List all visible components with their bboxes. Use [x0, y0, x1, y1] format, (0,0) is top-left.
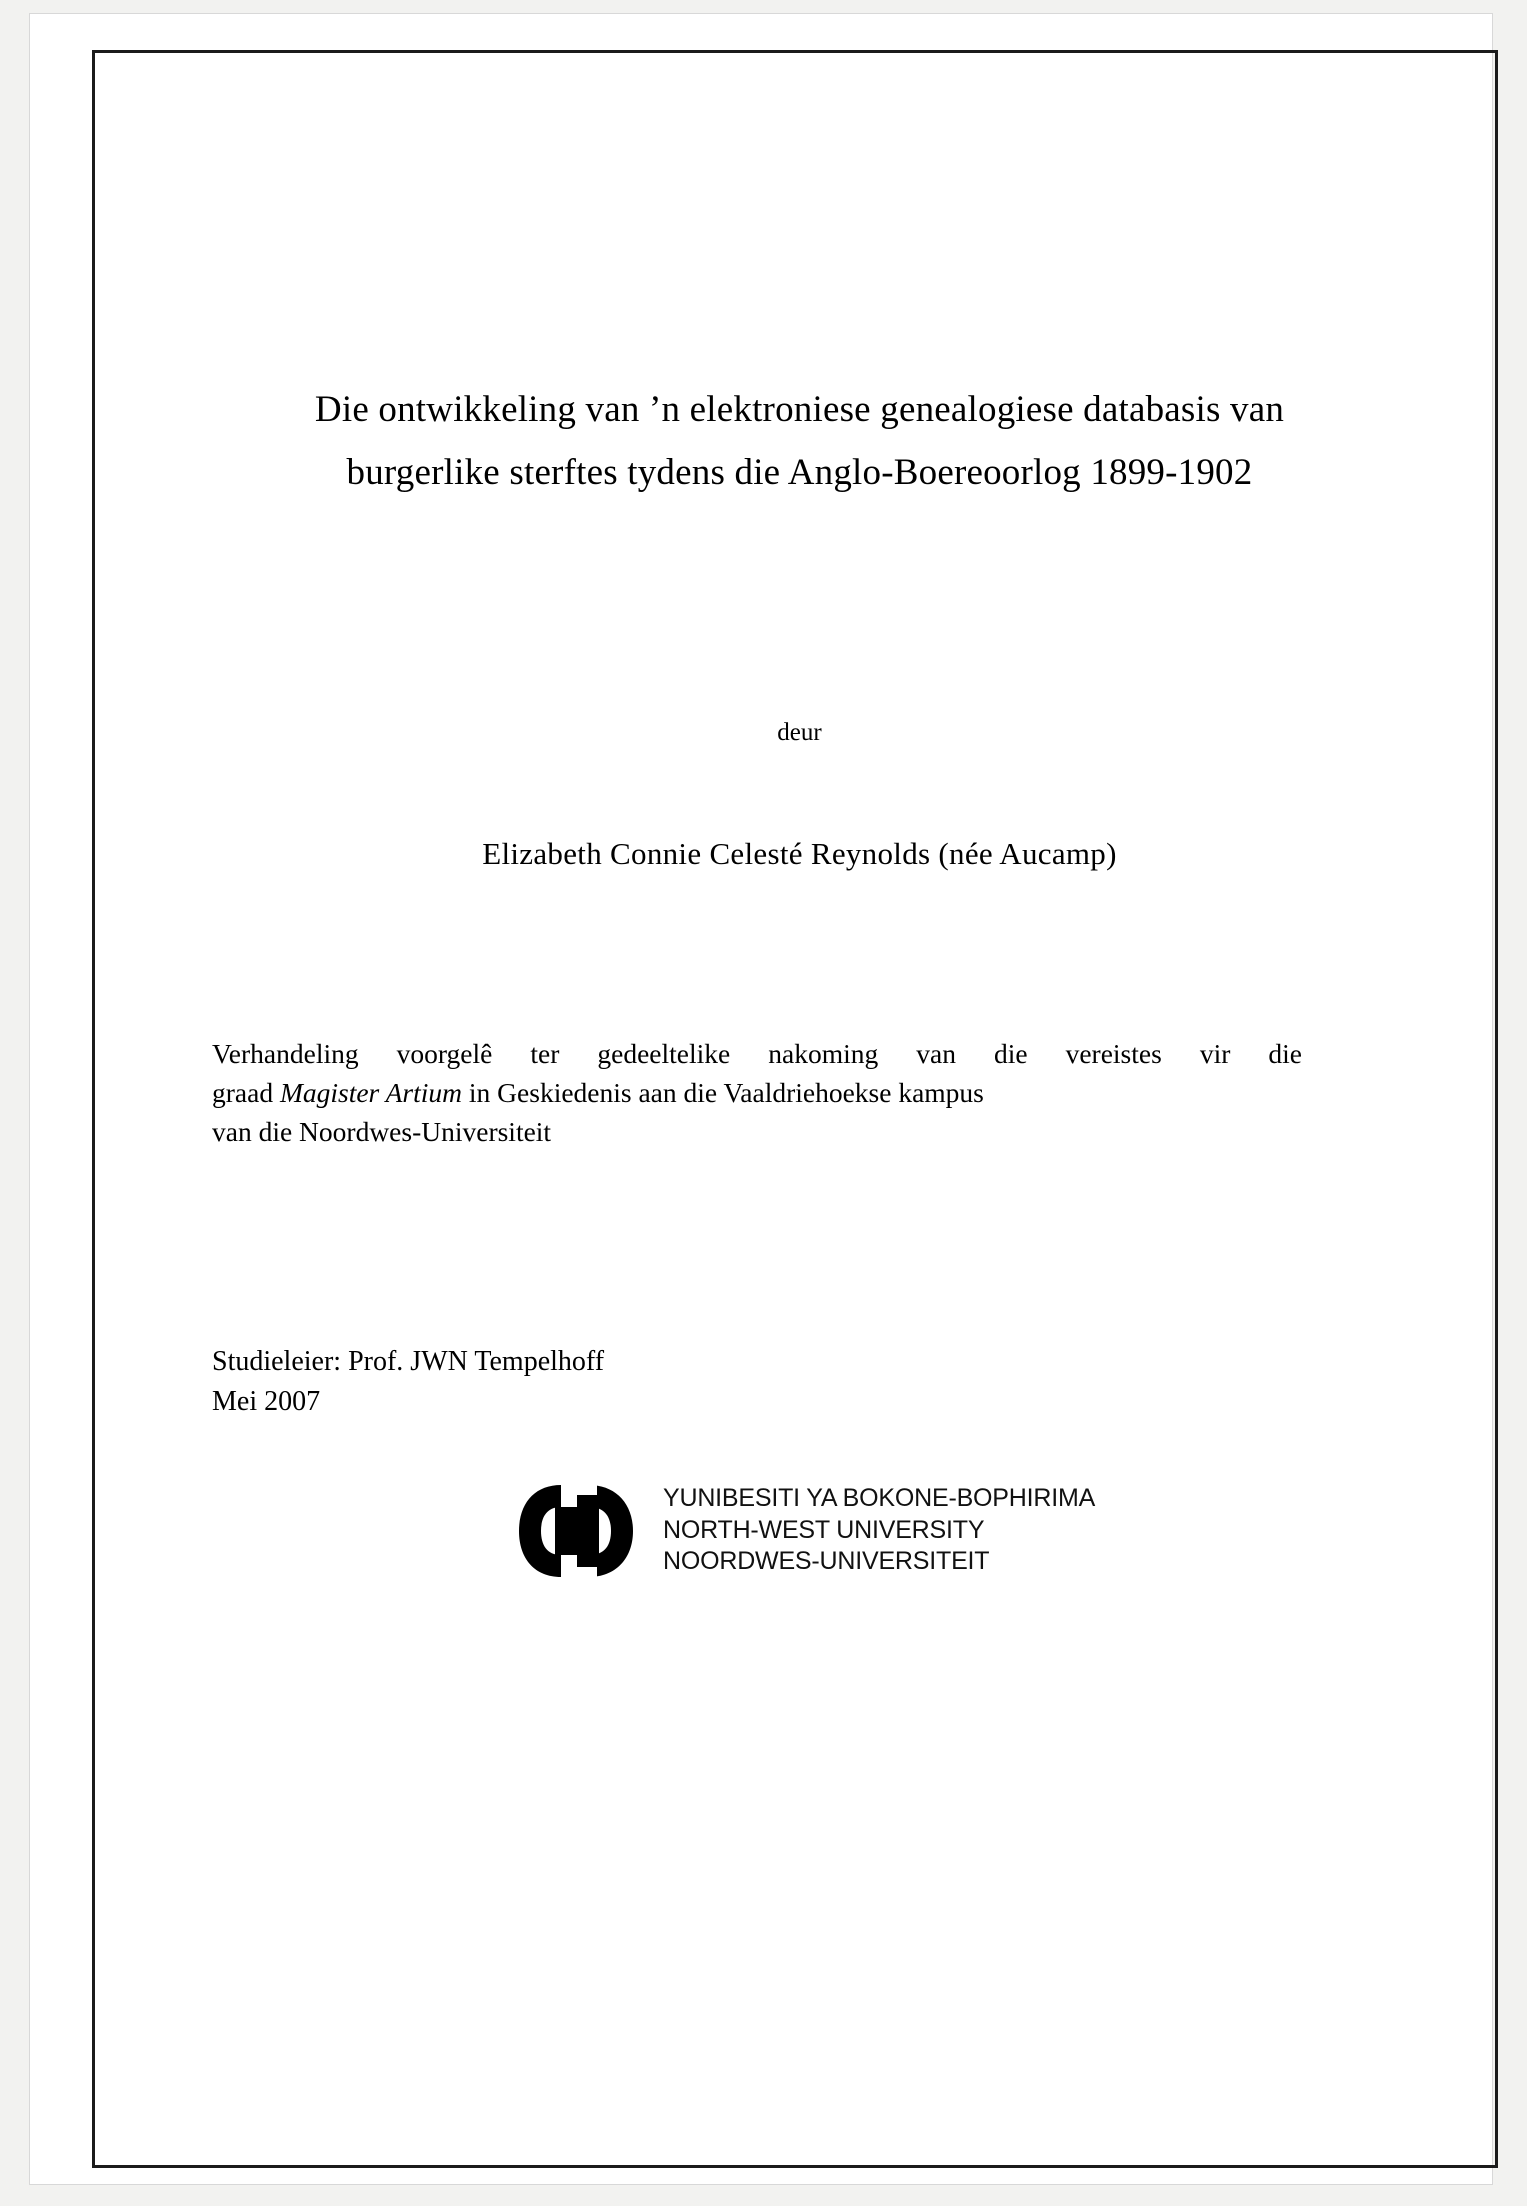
logo-text-line-3: NOORDWES-UNIVERSITEIT [663, 1547, 990, 1575]
title-line-2: burgerlike sterftes tydens die Anglo-Boereoorlog 1899-1902 [346, 451, 1253, 493]
degree-name: Magister Artium [279, 1077, 463, 1109]
logo-text-line-2: NORTH-WEST UNIVERSITY [663, 1515, 985, 1544]
paper-sheet [30, 14, 1492, 2184]
north-west-university-logo-icon [515, 1483, 647, 1579]
supervisor-block [212, 1342, 604, 1422]
logo-text-line-1: YUNIBESITI YA BOKONE-BOPHIRIMA [663, 1484, 1096, 1512]
degree-statement-line-2 [212, 1073, 1302, 1112]
degree-statement-line-1: Verhandeling voorgelê ter gedeeltelike nakoming van die vereistes vir die [212, 1038, 1302, 1069]
submission-date: Mei 2007 [212, 1385, 321, 1417]
by-label: deur [777, 719, 822, 746]
degree-statement-line-2-suffix: in Geskiedenis aan die Vaaldriehoekse kampus [462, 1077, 984, 1109]
page-title [212, 379, 1387, 505]
title-line-1: Die ontwikkeling van ’n elektroniese genealogiese databasis van [314, 389, 1285, 430]
degree-statement-line-2-prefix: graad [212, 1077, 280, 1109]
title-page-content [150, 74, 1440, 2134]
degree-statement-line-3: van die Noordwes-Universiteit [212, 1116, 552, 1148]
university-logo-block [515, 1479, 1135, 1584]
university-logo-text [663, 1483, 1095, 1578]
author-name: Elizabeth Connie Celesté Reynolds (née Aucamp) [482, 836, 1117, 871]
degree-statement [212, 1034, 1302, 1151]
supervisor-name: Studieleier: Prof. JWN Tempelhoff [212, 1346, 605, 1377]
